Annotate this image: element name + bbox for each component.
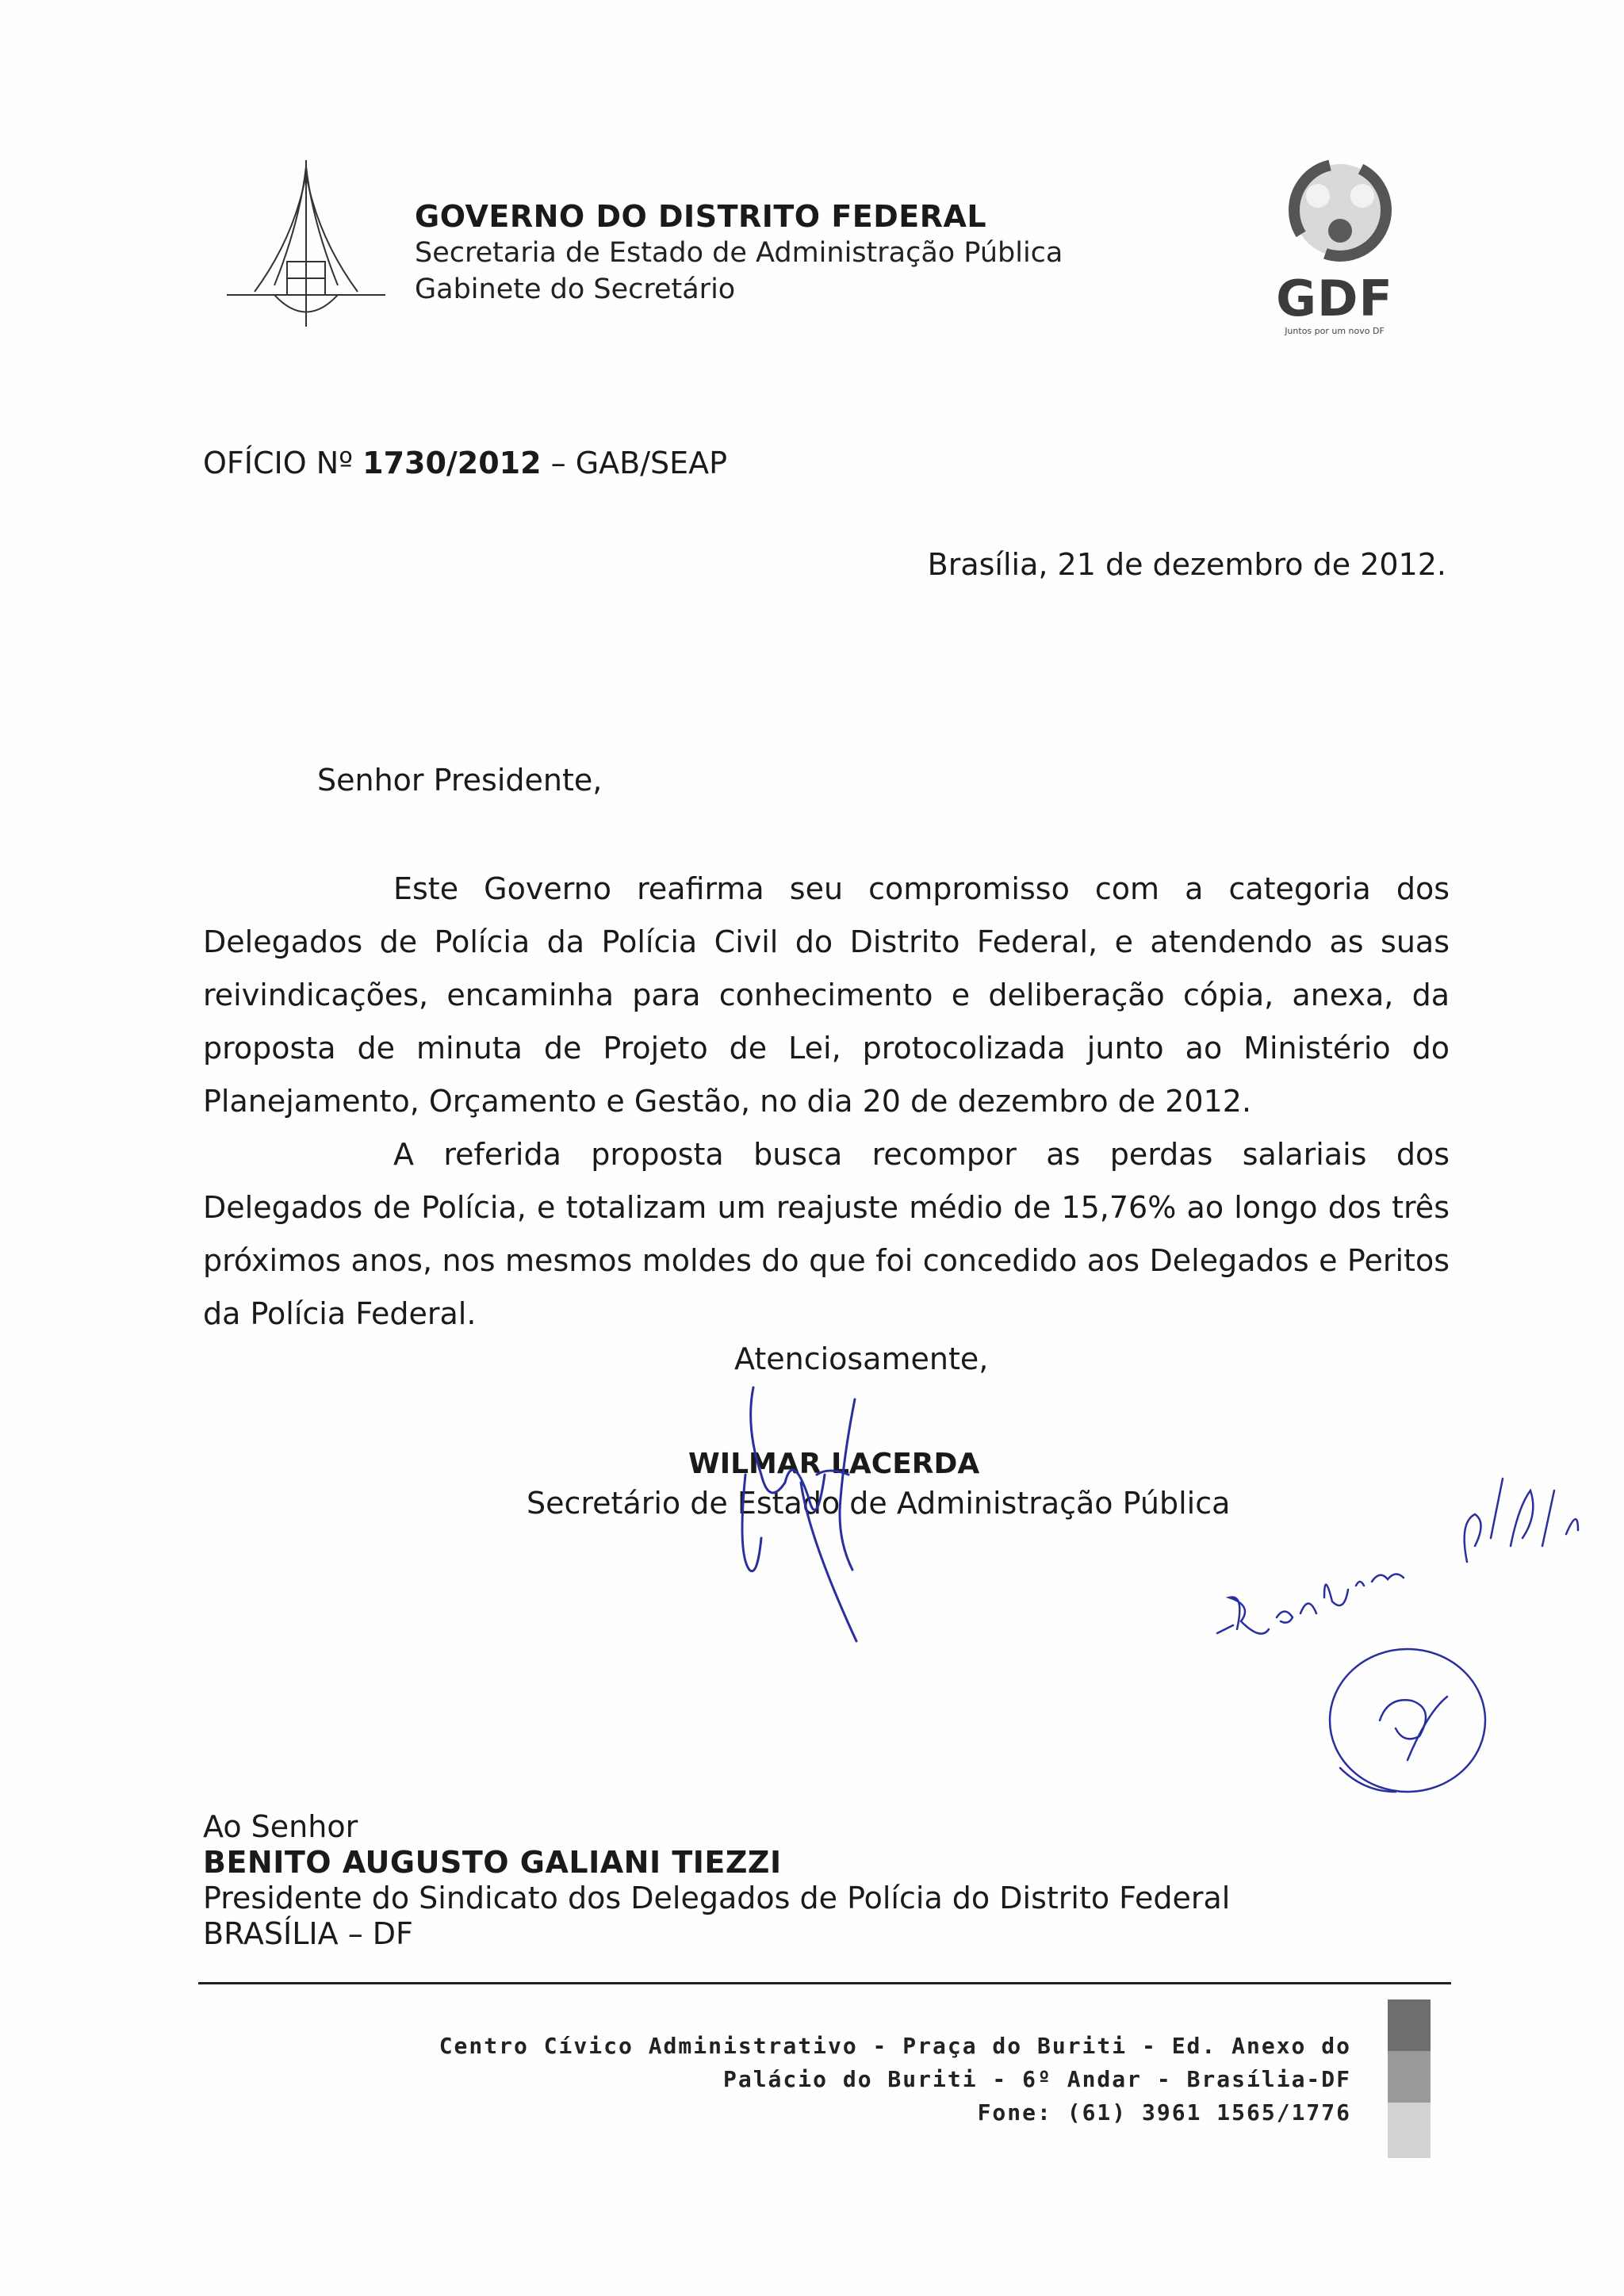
received-note-handwriting	[1205, 1459, 1618, 1831]
oficio-prefix: OFÍCIO Nº	[203, 446, 363, 480]
footer-line: Fone: (61) 3961 1565/1776	[977, 2099, 1351, 2126]
gdf-logo-text: GDF	[1276, 270, 1393, 327]
addressee-block	[203, 1809, 1230, 1952]
handwritten-signature	[690, 1380, 928, 1649]
org-office: Gabinete do Secretário	[415, 274, 736, 305]
addressee-name: BENITO AUGUSTO GALIANI TIEZZI	[203, 1845, 782, 1880]
letter-date: Brasília, 21 de dezembro de 2012.	[927, 547, 1446, 582]
footer-divider	[198, 1982, 1451, 1984]
body-paragraph: A referida proposta busca recompor as perdas salariais dos Delegados de Polícia, e totalizam um reajuste médio de 15,76% ao longo dos três próximos anos, nos mesmos moldes do que foi concedido aos Delegados e Peritos da Polícia Federal.	[203, 1137, 1450, 1331]
closing: Atenciosamente,	[734, 1341, 989, 1376]
letter-body	[203, 863, 1450, 1341]
addressee-position: Presidente do Sindicato dos Delegados de Polícia do Distrito Federal	[203, 1881, 1231, 1915]
body-paragraph: Este Governo reafirma seu compromisso com a categoria dos Delegados de Polícia da Polícia Civil do Distrito Federal, e atendendo as suas reivindicações, encaminha para conhecimento e deliberação cópia, anexa, da proposta de minuta de Projeto de Lei, protocolizada junto ao Ministério do Planejamento, Orçamento e Gestão, no dia 20 de dezembro de 2012.	[203, 871, 1450, 1119]
footer-line: Palácio do Buriti - 6º Andar - Brasília-DF	[722, 2066, 1351, 2092]
addressee-salutation: Ao Senhor	[203, 1809, 358, 1844]
oficio-number: 1730/2012	[362, 446, 542, 480]
gdf-logo-tagline: Juntos por um novo DF	[1285, 326, 1385, 336]
oficio-suffix: – GAB/SEAP	[541, 446, 728, 480]
signer-name: WILMAR LACERDA	[688, 1448, 980, 1480]
org-secretariat: Secretaria de Estado de Administração Pública	[415, 237, 1063, 269]
footer-address	[439, 2030, 1351, 2130]
footer-gray-bar-decoration	[1388, 1999, 1431, 2158]
oficio-number-line	[203, 446, 727, 480]
signer-title: Secretário de Estado de Administração Pública	[527, 1486, 1231, 1521]
brasilia-cathedral-emblem-icon	[227, 159, 385, 329]
footer-line: Centro Cívico Administrativo - Praça do Buriti - Ed. Anexo do	[439, 2033, 1351, 2059]
addressee-city: BRASÍLIA – DF	[203, 1916, 413, 1951]
header-block	[415, 198, 1128, 308]
org-title: GOVERNO DO DISTRITO FEDERAL	[415, 199, 987, 234]
salutation: Senhor Presidente,	[317, 763, 603, 798]
